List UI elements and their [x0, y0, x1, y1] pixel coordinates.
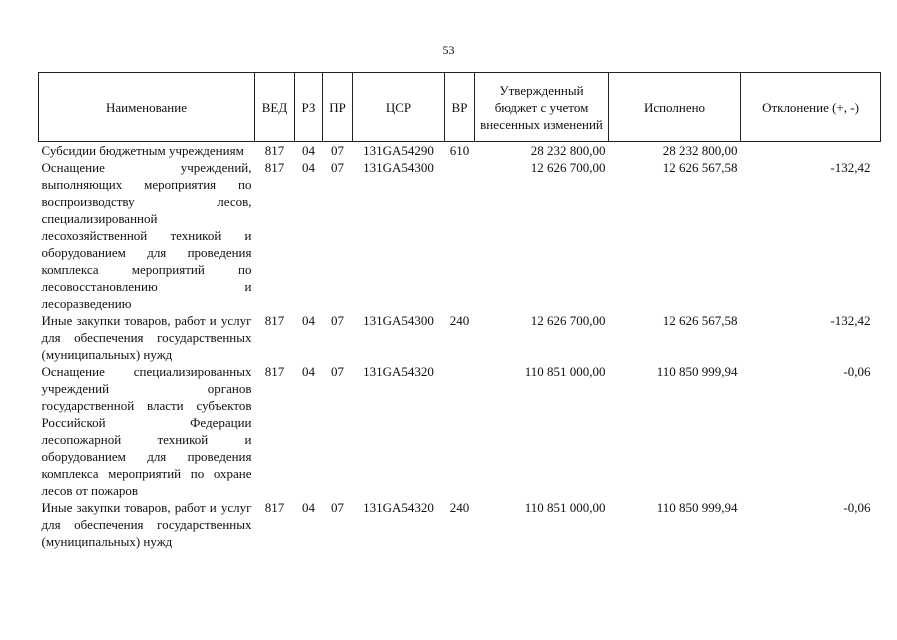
row-name: Субсидии бюджетным учреждениям — [41, 143, 244, 158]
row-approved: 12 626 700,00 — [530, 313, 606, 328]
header-approved: Утвержденный бюджет с учетом внесенных изменений — [475, 73, 609, 142]
row-vr: 240 — [449, 313, 470, 328]
row-approved: 12 626 700,00 — [530, 160, 606, 175]
row-rz: 04 — [302, 313, 315, 328]
row-executed: 28 232 800,00 — [662, 143, 738, 158]
row-deviation — [741, 142, 881, 160]
row-name: Оснащение специализированных учреждений органов государственной власти субъектов Российской Федерации лесопожарной техникой и оборудованием для проведения комплекса мероприятий по охране лесов от пожаров — [41, 364, 252, 498]
table-row — [39, 499, 881, 550]
header-pr: ПР — [323, 73, 353, 142]
table-row — [39, 363, 881, 499]
row-ved: 817 — [264, 364, 285, 379]
row-deviation: -132,42 — [830, 160, 871, 175]
table-header-row — [39, 73, 881, 142]
header-vr: ВР — [445, 73, 475, 142]
row-csr: 131GA54290 — [363, 143, 434, 158]
table-row — [39, 142, 881, 160]
row-name: Иные закупки товаров, работ и услуг для обеспечения государственных (муниципальных) нужд — [41, 313, 252, 362]
row-rz: 04 — [302, 160, 315, 175]
row-vr — [445, 363, 475, 499]
header-ved: ВЕД — [255, 73, 295, 142]
row-ved: 817 — [264, 500, 285, 515]
row-executed: 110 850 999,94 — [656, 500, 738, 515]
page-number: 53 — [442, 43, 455, 57]
row-pr: 07 — [331, 160, 344, 175]
header-csr: ЦСР — [353, 73, 445, 142]
row-vr — [445, 159, 475, 312]
row-deviation: -0,06 — [843, 364, 871, 379]
row-csr: 131GA54300 — [363, 160, 434, 175]
row-executed: 12 626 567,58 — [662, 313, 738, 328]
row-pr: 07 — [331, 364, 344, 379]
row-name: Оснащение учреждений, выполняющих мероприятия по воспроизводству лесов, специализированной лесохозяйственной техникой и оборудованием для проведения комплекса мероприятий по лесовосстановлению и лесоразведению — [41, 160, 252, 311]
header-deviation: Отклонение (+, -) — [741, 73, 881, 142]
table-row — [39, 159, 881, 312]
header-executed: Исполнено — [609, 73, 741, 142]
row-rz: 04 — [302, 143, 315, 158]
row-pr: 07 — [331, 143, 344, 158]
header-name: Наименование — [39, 73, 255, 142]
row-csr: 131GA54320 — [363, 500, 434, 515]
row-vr: 240 — [449, 500, 470, 515]
row-rz: 04 — [302, 500, 315, 515]
header-rz: РЗ — [295, 73, 323, 142]
row-csr: 131GA54300 — [363, 313, 434, 328]
row-rz: 04 — [302, 364, 315, 379]
row-csr: 131GA54320 — [363, 364, 434, 379]
row-approved: 110 851 000,00 — [524, 500, 606, 515]
row-approved: 28 232 800,00 — [530, 143, 606, 158]
row-ved: 817 — [264, 313, 285, 328]
row-executed: 110 850 999,94 — [656, 364, 738, 379]
row-pr: 07 — [331, 500, 344, 515]
row-ved: 817 — [264, 143, 285, 158]
budget-execution-table — [38, 72, 881, 550]
row-pr: 07 — [331, 313, 344, 328]
row-deviation: -0,06 — [843, 500, 871, 515]
row-name: Иные закупки товаров, работ и услуг для обеспечения государственных (муниципальных) нужд — [41, 500, 252, 549]
row-approved: 110 851 000,00 — [524, 364, 606, 379]
row-deviation: -132,42 — [830, 313, 871, 328]
row-vr: 610 — [449, 143, 470, 158]
row-executed: 12 626 567,58 — [662, 160, 738, 175]
table-row — [39, 312, 881, 363]
row-ved: 817 — [264, 160, 285, 175]
